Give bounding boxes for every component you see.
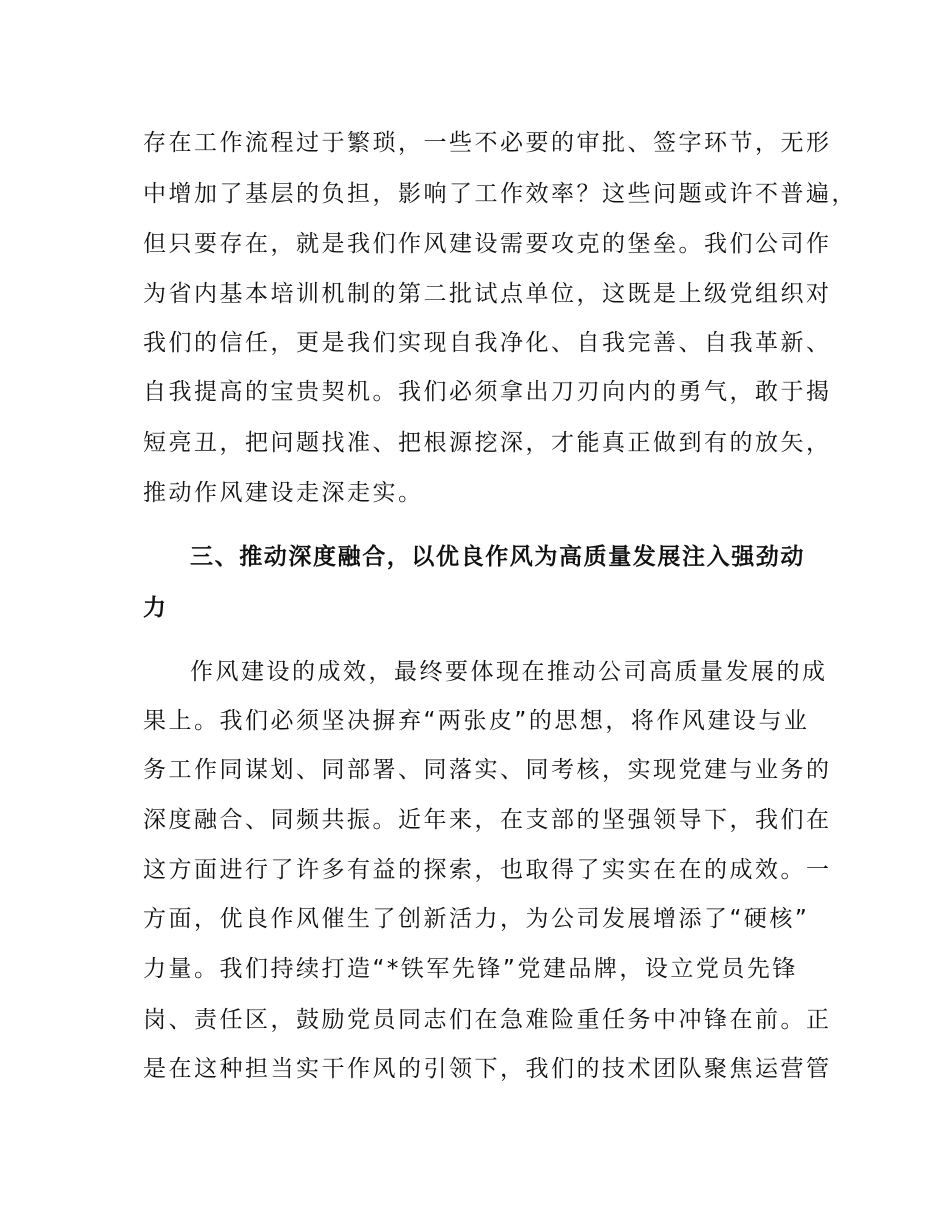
paragraph-1-line-4: 为省内基本培训机制的第二批试点单位，这既是上级党组织对 [143,281,832,307]
paragraph-1-line-3: 但只要存在，就是我们作风建设需要攻克的堡垒。我们公司作 [143,231,832,257]
paragraph-2-line-1: 作风建设的成效，最终要体现在推动公司高质量发展的成 [190,659,828,685]
paragraph-1-line-5: 我们的信任，更是我们实现自我净化、自我完善、自我革新、 [143,330,832,356]
paragraph-1-line-1: 存在工作流程过于繁琐，一些不必要的审批、签字环节，无形 [143,130,832,156]
paragraph-2-line-6: 方面，优良作风催生了创新活力，为公司发展增添了“硬核” [143,906,810,932]
paragraph-1-line-2: 中增加了基层的负担，影响了工作效率？这些问题或许不普遍， [143,181,857,207]
paragraph-1-line-6: 自我提高的宝贵契机。我们必须拿出刀刃向内的勇气，敢于揭 [143,379,832,405]
paragraph-2-line-2: 果上。我们必须坚决摒弃“两张皮”的思想，将作风建设与业 [143,708,810,734]
paragraph-2-line-4: 深度融合、同频共振。近年来，在支部的坚强领导下，我们在 [143,807,832,833]
paragraph-2-line-5: 这方面进行了许多有益的探索，也取得了实实在在的成效。一 [143,857,832,883]
paragraph-2-line-8: 岗、责任区，鼓励党员同志们在急难险重任务中冲锋在前。正 [143,1007,832,1033]
section-3-heading-line-2: 力 [143,595,168,621]
paragraph-2-line-3: 务工作同谋划、同部署、同落实、同考核，实现党建与业务的 [143,757,832,783]
paragraph-2-line-9: 是在这种担当实干作风的引领下，我们的技术团队聚焦运营管 [143,1056,832,1082]
paragraph-1-line-8: 推动作风建设走深走实。 [143,480,424,506]
section-3-heading-line-1: 三、推动深度融合，以优良作风为高质量发展注入强劲动 [190,544,805,570]
paragraph-1-line-7: 短亮丑，把问题找准、把根源挖深，才能真正做到有的放矢， [143,430,832,456]
paragraph-2-line-7: 力量。我们持续打造“*铁军先锋”党建品牌，设立党员先锋 [143,956,798,982]
